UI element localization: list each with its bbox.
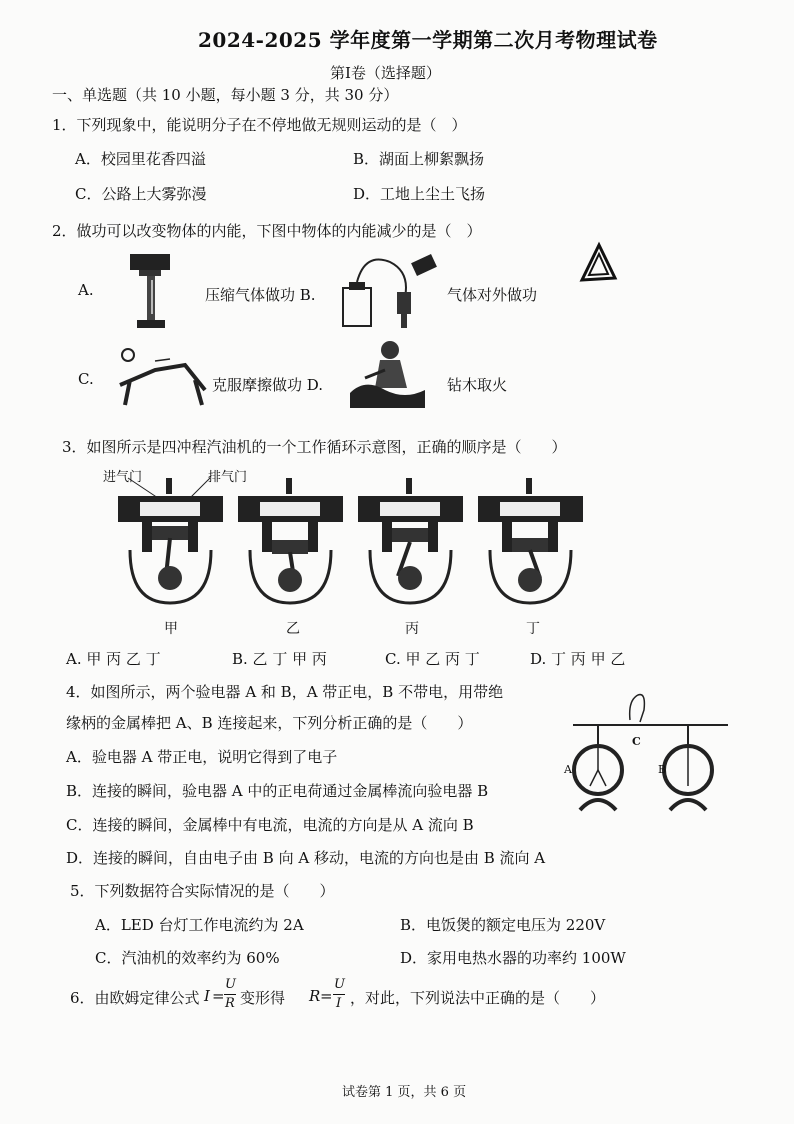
rod-contact-c-label: C xyxy=(632,735,641,748)
q3-option-d: D. 丁 丙 甲 乙 xyxy=(530,650,626,668)
q5-option-c: C．汽油机的效率约为 60% xyxy=(95,949,280,967)
q6-equals-2: = xyxy=(320,987,333,1005)
q5-option-a: A．LED 台灯工作电流约为 2A xyxy=(95,916,304,934)
engine-diagram-jia xyxy=(118,478,223,608)
engine-label-yi: 乙 xyxy=(286,621,300,637)
volume-label: 第Ⅰ卷（选择题） xyxy=(330,64,441,82)
q4-stem-line2: 缘柄的金属棒把 A、B 连接起来，下列分析正确的是（ ） xyxy=(66,714,473,732)
electroscope-a-label: A xyxy=(564,763,572,776)
compressed-gas-syringe-figure xyxy=(125,250,185,335)
q2-option-c-letter: C. xyxy=(78,370,94,388)
gas-bottle-pump-figure xyxy=(335,252,445,332)
q2-option-d-text: 钻木取火 xyxy=(447,376,508,394)
q6-fraction-bar-2 xyxy=(333,994,345,995)
q6-voltage-numerator-1: U xyxy=(225,977,236,992)
q2-stem: 2．做功可以改变物体的内能，下图中物体的内能减少的是（ ） xyxy=(52,222,482,240)
q3-option-a: A. 甲 丙 乙 丁 xyxy=(66,650,161,668)
q5-option-d: D．家用电热水器的功率约 100W xyxy=(400,949,626,967)
q4-stem-line1: 4．如图所示，两个验电器 A 和 B，A 带正电，B 不带电，用带绝 xyxy=(66,683,504,701)
section-heading: 一、单选题（共 10 小题，每小题 3 分，共 30 分） xyxy=(52,86,399,104)
q6-suffix: ，对此，下列说法中正确的是（ ） xyxy=(350,989,606,1007)
q2-option-c-text: 克服摩擦做功 D. xyxy=(212,376,324,394)
q6-resistance-symbol: R xyxy=(309,987,321,1005)
q3-option-b: B. 乙 丁 甲 丙 xyxy=(232,650,327,668)
q6-prefix: 6．由欧姆定律公式 xyxy=(70,989,200,1007)
q6-equals-1: = xyxy=(212,987,225,1005)
q3-stem: 3．如图所示是四冲程汽油机的一个工作循环示意图，正确的顺序是（ ） xyxy=(62,438,567,456)
engine-diagram-ding xyxy=(478,478,583,608)
q4-option-c: C．连接的瞬间，金属棒中有电流，电流的方向是从 A 流向 B xyxy=(66,816,474,834)
q4-option-d: D．连接的瞬间，自由电子由 B 向 A 移动，电流的方向也是由 B 流向 A xyxy=(66,849,546,867)
q1-option-d: D．工地上尘土飞扬 xyxy=(353,185,486,203)
exhaust-valve-label: 排气门 xyxy=(208,470,248,485)
engine-label-jia: 甲 xyxy=(164,621,178,637)
engine-label-ding: 丁 xyxy=(526,621,540,637)
q6-voltage-numerator-2: U xyxy=(334,977,345,992)
q6-current-denominator: I xyxy=(336,996,342,1011)
friction-work-figure xyxy=(110,345,210,410)
q6-mid-text: 变形得 xyxy=(240,989,286,1007)
engine-diagram-yi xyxy=(238,478,343,608)
page-footer: 试卷第 1 页，共 6 页 xyxy=(342,1085,467,1100)
electroscope-figure xyxy=(568,690,733,815)
drilling-wood-fire-figure xyxy=(345,338,430,413)
q1-option-c: C．公路上大雾弥漫 xyxy=(75,185,207,203)
q6-resistance-denominator: R xyxy=(225,996,235,1011)
engine-diagram-bing xyxy=(358,478,463,608)
q5-option-b: B．电饭煲的额定电压为 220V xyxy=(400,916,606,934)
q5-stem: 5．下列数据符合实际情况的是（ ） xyxy=(70,882,335,900)
intake-valve-label: 进气门 xyxy=(103,470,143,485)
page-title: 2024-2025 学年度第一学期第二次月考物理试卷 xyxy=(198,28,658,52)
q3-option-c: C. 甲 乙 丙 丁 xyxy=(385,650,480,668)
q2-option-a-letter: A. xyxy=(78,281,94,299)
triangle-mark-icon xyxy=(577,242,619,284)
q4-option-a: A．验电器 A 带正电，说明它得到了电子 xyxy=(66,748,338,766)
electroscope-b-label: B xyxy=(658,763,667,776)
q6-fraction-bar-1 xyxy=(224,994,236,995)
engine-label-bing: 丙 xyxy=(405,621,419,637)
q2-option-b-text: 气体对外做功 xyxy=(447,286,538,304)
q4-option-b: B．连接的瞬间，验电器 A 中的正电荷通过金属棒流向验电器 B xyxy=(66,782,489,800)
q1-stem: 1．下列现象中，能说明分子在不停地做无规则运动的是（ ） xyxy=(52,116,467,134)
q6-current-symbol: I xyxy=(204,987,210,1005)
q2-option-a-text: 压缩气体做功 B. xyxy=(205,286,316,304)
q1-option-a: A．校园里花香四溢 xyxy=(75,150,206,168)
q1-option-b: B．湖面上柳絮飘扬 xyxy=(353,150,485,168)
